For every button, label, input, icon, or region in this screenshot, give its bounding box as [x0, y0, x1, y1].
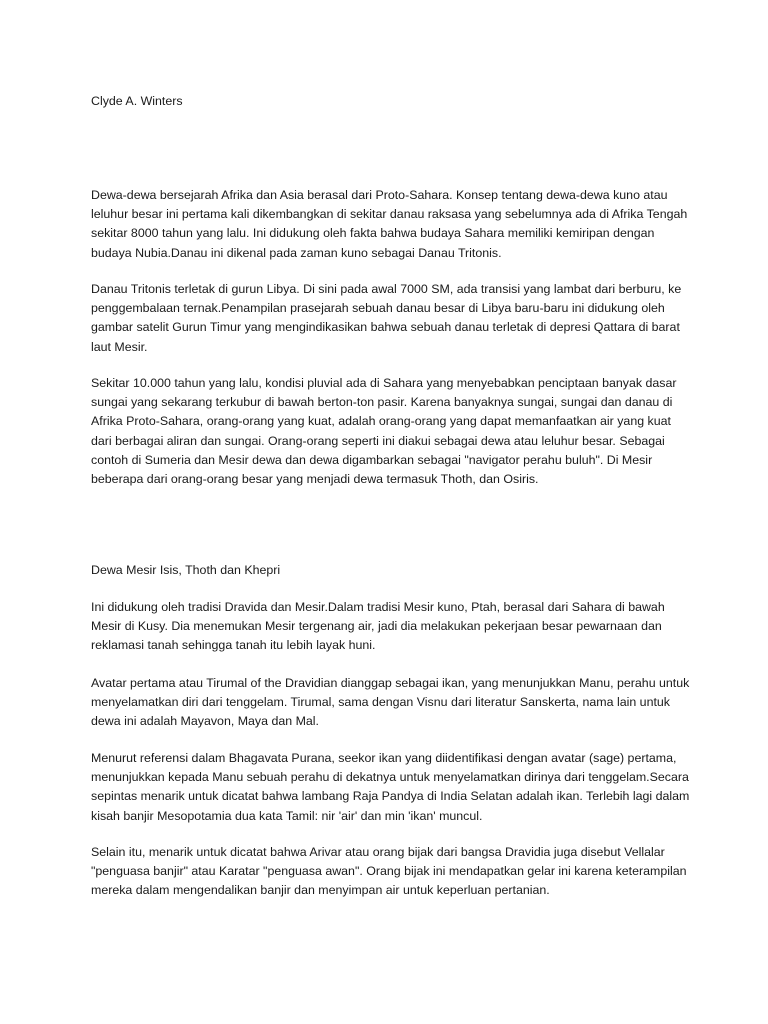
section2-paragraph-2: Avatar pertama atau Tirumal of the Dravidian dianggap sebagai ikan, yang menunjukkan Manu, perahu untuk menyelamatkan diri dari tenggelam. Tirumal, sama dengan Visnu dari literatur Sanskerta, nama lain untuk dewa ini adalah Mayavon, Maya dan Mal. — [91, 676, 690, 729]
section2-heading: Dewa Mesir Isis, Thoth dan Khepri — [91, 563, 281, 577]
section1-paragraph-2: Danau Tritonis terletak di gurun Libya. Di sini pada awal 7000 SM, ada transisi yang lambat dari berburu, ke penggembalaan ternak.Penampilan prasejarah sebuah danau besar di Libya baru-baru ini didukung oleh gambar satelit Gurun Timur yang mengindikasikan bahwa sebuah danau terletak di depresi Qattara di barat laut Mesir. — [91, 282, 682, 354]
section2-paragraph-3: Menurut referensi dalam Bhagavata Purana, seekor ikan yang diidentifikasi dengan avatar (sage) pertama, menunjukkan kepada Manu sebuah perahu di dekatnya untuk menyelamatkan dirinya dari tenggelam.Secara sepintas menarik untuk dicatat bahwa lambang Raja Pandya di India Selatan adalah ikan. Terlebih lagi dalam kisah banjir Mesopotamia dua kata Tamil: nir 'air' dan min 'ikan' muncul. — [91, 751, 690, 823]
section1-paragraph-3: Sekitar 10.000 tahun yang lalu, kondisi pluvial ada di Sahara yang menyebabkan penciptaan banyak dasar sungai yang sekarang terkubur di bawah berton-ton pasir. Karena banyaknya sungai, sungai dan danau di Afrika Proto-Sahara, orang-orang yang kuat, adalah orang-orang yang dapat memanfaatkan air yang kuat dari berbagai aliran dan sungai. Orang-orang seperti ini diakui sebagai dewa atau leluhur besar. Sebagai contoh di Sumeria dan Mesir dewa dan dewa digambarkan sebagai "navigator perahu buluh". Di Mesir beberapa dari orang-orang besar yang menjadi dewa termasuk Thoth, dan Osiris. — [91, 376, 677, 487]
section2-paragraph-1: Ini didukung oleh tradisi Dravida dan Mesir.Dalam tradisi Mesir kuno, Ptah, berasal dari Sahara di bawah Mesir di Kusy. Dia menemukan Mesir tergenang air, jadi dia melakukan pekerjaan besar pewarnaan dan reklamasi tanah sehingga tanah itu lebih layak huni. — [91, 600, 665, 653]
author-name: Clyde A. Winters — [91, 94, 183, 108]
section1-paragraph-1: Dewa-dewa bersejarah Afrika dan Asia berasal dari Proto-Sahara. Konsep tentang dewa-dewa kuno atau leluhur besar ini pertama kali dikembangkan di sekitar danau raksasa yang sebelumnya ada di Afrika Tengah sekitar 8000 tahun yang lalu. Ini didukung oleh fakta bahwa budaya Sahara memiliki kemiripan dengan budaya Nubia.Danau ini dikenal pada zaman kuno sebagai Danau Tritonis. — [91, 188, 688, 260]
section2-paragraph-4: Selain itu, menarik untuk dicatat bahwa Arivar atau orang bijak dari bangsa Dravidia juga disebut Vellalar "penguasa banjir" atau Karatar "penguasa awan". Orang bijak ini mendapatkan gelar ini karena keterampilan mereka dalam mengendalikan banjir dan menyimpan air untuk keperluan pertanian. — [91, 845, 687, 898]
